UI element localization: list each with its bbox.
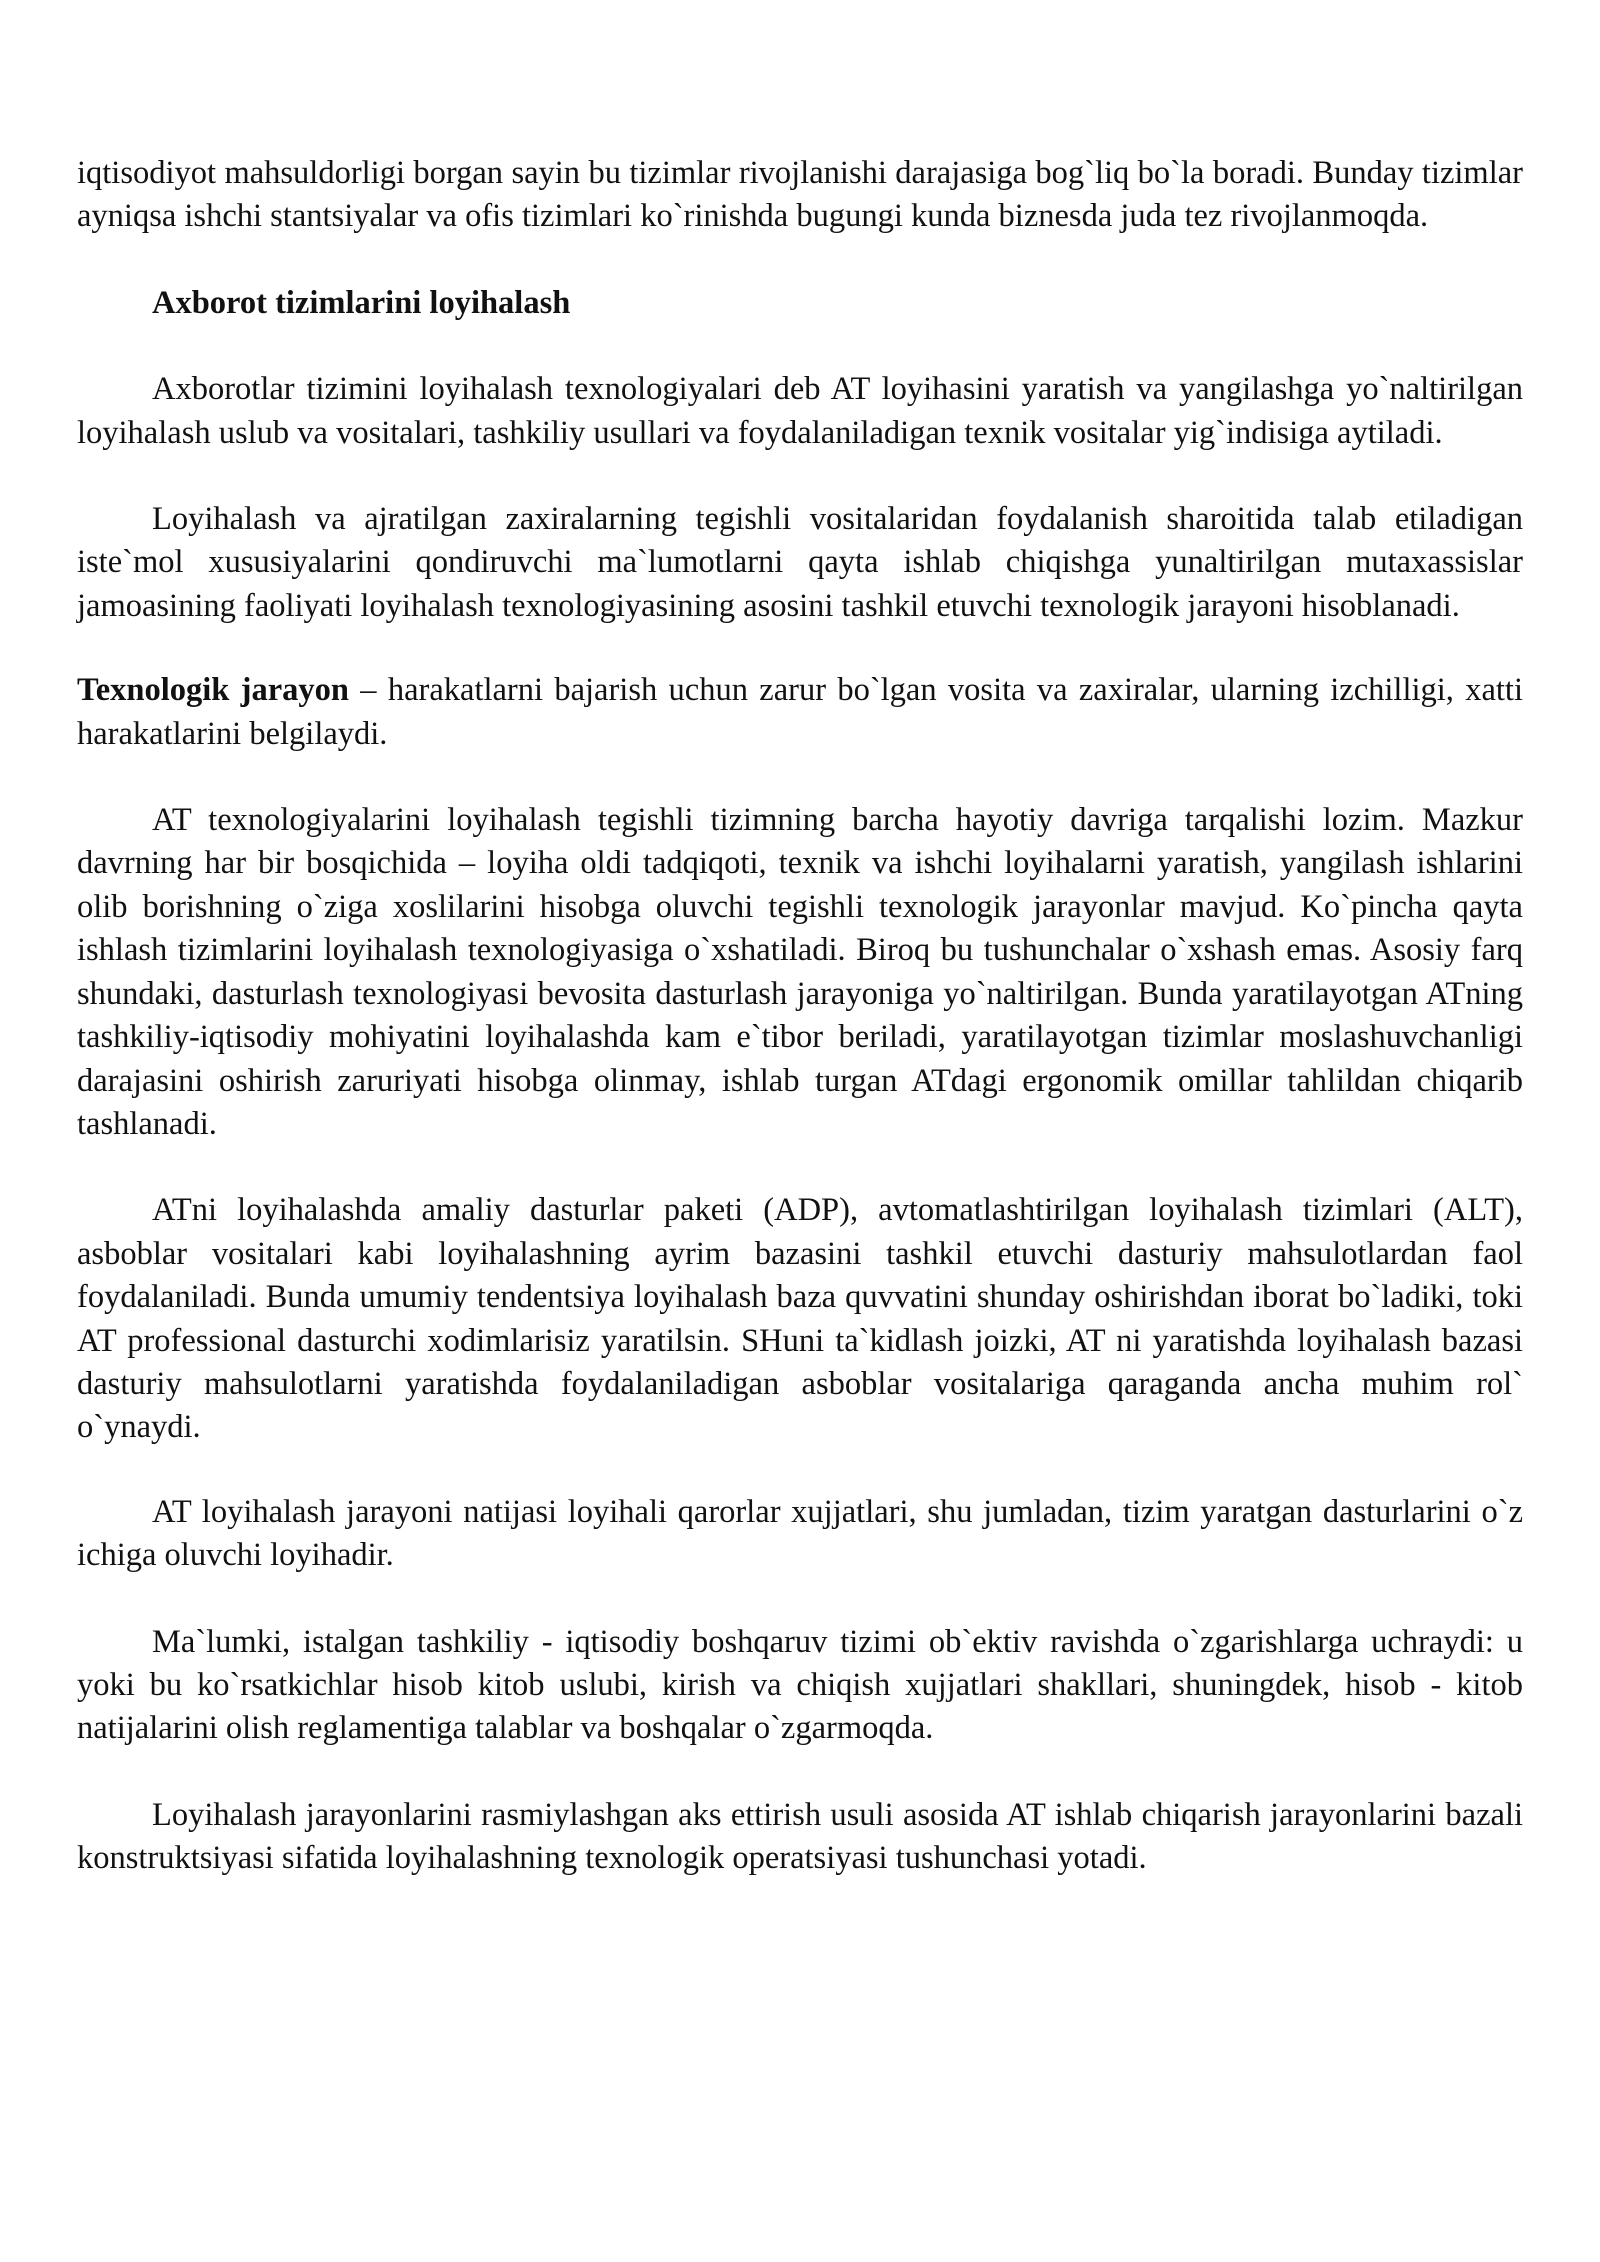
paragraph-technological-process: Loyihalash va ajratilgan zaxiralarning tegishli vositalaridan foydalanish sharoitida talab etiladigan iste`mol xususiyalarini qondiruvchi ma`lumotlarni qayta ishlab chiqishga yunaltirilgan mutaxassislar jamoasining faoliyati loyihalash texnologiyasining asosini tashkil etuvchi texnologik jarayoni hisoblanadi. bbox=[77, 501, 1523, 624]
section-heading: Axborot tizimlarini loyihalash bbox=[152, 284, 571, 321]
paragraph-result: AT loyihalash jarayoni natijasi loyihali qarorlar xujjatlari, shu jumladan, tizim yaratgan dasturlarini o`z ichiga oluvchi loyihadir. bbox=[77, 1493, 1523, 1574]
document-body bbox=[77, 152, 1523, 1881]
paragraph-term-definition bbox=[77, 669, 1523, 756]
paragraph-software-tools: ATni loyihalashda amaliy dasturlar paketi (ADP), avtomatlashtirilgan loyihalash tizimlari (ALT), asboblar vositalari kabi loyihalashning ayrim bazasini tashkil etuvchi dasturiy mahsulotlardan faol foydalaniladi. Bunda umumiy tendentsiya loyihalash baza quvvatini shunday oshirishdan iborat bo`ladiki, toki AT professional dasturchi xodimlarisiz yaratilsin. SHuni ta`kidlash joizki, AT ni yaratishda loyihalash bazasi dasturiy mahsulotlarni yaratishda foydalaniladigan asboblar vositalariga qaraganda ancha muhim rol` o`ynaydi. bbox=[77, 1192, 1523, 1446]
term-description: – harakatlarni bajarish uchun zarur bo`lgan vosita va zaxiralar, ularning izchilligi, xatti harakatlarini belgilaydi. bbox=[77, 672, 1523, 752]
paragraph-operation: Loyihalash jarayonlarini rasmiylashgan aks ettirish usuli asosida AT ishlab chiqarish jarayonlarini bazali konstruktsiyasi sifatida loyihalashning texnologik operatsiyasi tushunchasi yotadi. bbox=[77, 1796, 1523, 1877]
paragraph-lifecycle: AT texnologiyalarini loyihalash tegishli tizimning barcha hayotiy davriga tarqalishi lozim. Mazkur davrning har bir bosqichida – loyiha oldi tadqiqoti, texnik va ishchi loyihalarni yaratish, yangilash ishlarini olib borishning o`ziga xoslilarini hisobga oluvchi tegishli texnologik jarayonlar mavjud. Ko`pincha qayta ishlash tizimlarini loyihalash texnologiyasiga o`xshatiladi. Biroq bu tushunchalar o`xshash emas. Asosiy farq shundaki, dasturlash texnologiyasi bevosita dasturlash jarayoniga yo`naltirilgan. Bunda yaratilayotgan ATning tashkiliy-iqtisodiy mohiyatini loyihalashda kam e`tibor beriladi, yaratilayotgan tizimlar moslashuvchanligi darajasini oshirish zaruriyati hisobga olinmay, ishlab turgan ATdagi ergonomik omillar tahlildan chiqarib tashlanadi. bbox=[77, 802, 1523, 1142]
paragraph-changes: Ma`lumki, istalgan tashkiliy - iqtisodiy boshqaruv tizimi ob`ektiv ravishda o`zgarishlarga uchraydi: u yoki bu ko`rsatkichlar hisob kitob uslubi, kirish va chiqish xujjatlari shakllari, shuningdek, hisob - kitob natijalarini olish reglamentiga talablar va boshqalar o`zgarmoqda. bbox=[77, 1623, 1523, 1747]
paragraph-continuation: iqtisodiyot mahsuldorligi borgan sayin bu tizimlar rivojlanishi darajasiga bog`liq bo`la boradi. Bunday tizimlar ayniqsa ishchi stantsiyalar va ofis tizimlari ko`rinishda bugungi kunda biznesda juda tez rivojlanmoqda. bbox=[77, 155, 1523, 235]
paragraph-definition: Axborotlar tizimini loyihalash texnologiyalari deb AT loyihasini yaratish va yangilashga yo`naltirilgan loyihalash uslub va vositalari, tashkiliy usullari va foydalaniladigan texnik vositalar yig`indisiga aytiladi. bbox=[77, 371, 1523, 451]
term-bold: Texnologik jarayon bbox=[77, 672, 349, 709]
